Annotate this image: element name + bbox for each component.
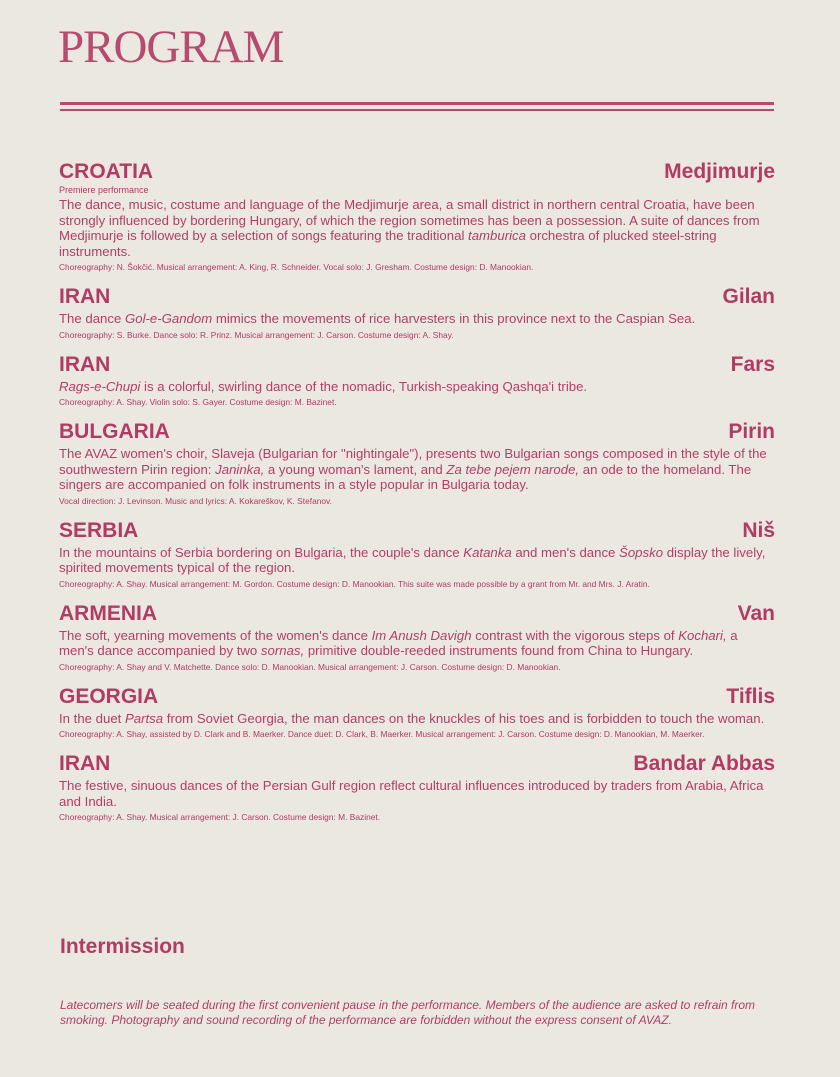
program-section xyxy=(59,353,775,408)
italic-title: Šopsko xyxy=(619,544,664,560)
section-country: GEORGIA xyxy=(59,684,159,708)
section-region: Niš xyxy=(742,518,775,542)
italic-title: Rags-e-Chupi xyxy=(59,378,141,394)
section-region: Pirin xyxy=(728,420,775,443)
program-section xyxy=(59,685,775,740)
section-country: IRAN xyxy=(59,752,111,775)
section-description xyxy=(59,311,775,327)
section-credits: Choreography: A. Shay. Musical arrangement: M. Gordon. Costume design: D. Manookian. This suite was made possible by a grant from Mr. and Mrs. J. Aratin. xyxy=(59,578,650,589)
program-section xyxy=(59,519,775,589)
footer-note: Latecomers will be seated during the first convenient pause in the performance. Members of the audience are asked to refrain from smoking. Photography and sound recording of the performance are forbidden without the express consent of AVAZ. xyxy=(60,998,756,1027)
description-text: In the duet xyxy=(59,710,125,726)
section-credits: Choreography: A. Shay and V. Matchette. Dance solo: D. Manookian. Musical arrangement: J. Carson. Costume design: D. Manookian. xyxy=(59,661,561,672)
description-text: is a colorful, swirling dance of the nomadic, Turkish-speaking Qashqa'i tribe. xyxy=(140,378,588,394)
section-region: Fars xyxy=(730,352,775,376)
description-text: primitive double-reeded instruments found from China to Hungary. xyxy=(304,643,694,658)
program-section xyxy=(59,752,775,822)
description-text: The festive, sinuous dances of the Persian Gulf region reflect cultural influences introduced by traders from Arabia, Africa and India. xyxy=(59,778,764,809)
section-country: CROATIA xyxy=(59,160,154,183)
section-header xyxy=(59,420,775,444)
section-description xyxy=(59,446,775,493)
program-list xyxy=(59,160,775,835)
section-country: ARMENIA xyxy=(59,601,157,625)
italic-title: Gol-e-Gandom xyxy=(124,311,213,326)
section-credits: Vocal direction: J. Levinson. Music and lyrics: A. Kokareškov, K. Stefanov. xyxy=(59,495,332,506)
description-text: from Soviet Georgia, the man dances on the knuckles of his toes and is forbidden to touch the woman. xyxy=(163,710,765,726)
section-header xyxy=(59,685,775,709)
section-credits: Choreography: N. Šokčić. Musical arrangement: A. King, R. Schneider. Vocal solo: J. Gresham. Costume design: D. Manookian. xyxy=(59,262,534,272)
page-title: PROGRAM xyxy=(58,21,284,73)
section-header xyxy=(59,752,775,776)
description-text: mimics the movements of rice harvesters in this province next to the Caspian Sea. xyxy=(212,311,696,326)
section-region: Gilan xyxy=(722,285,775,308)
section-country: BULGARIA xyxy=(59,420,170,443)
section-credits: Choreography: A. Shay. Violin solo: S. Gayer. Costume design: M. Bazinet. xyxy=(59,397,337,407)
italic-title: Partsa xyxy=(125,710,164,726)
italic-title: tamburica xyxy=(468,228,526,243)
section-credits: Choreography: A. Shay, assisted by D. Clark and B. Maerker. Dance duet: D. Clark, B. Maerker. Musical arrangement: J. Carson. Costume design: D. Manookian, M. Maerker. xyxy=(59,729,705,739)
description-text: a young woman's lament, and xyxy=(264,461,447,477)
section-description xyxy=(59,711,775,727)
intermission-heading: Intermission xyxy=(60,935,185,958)
section-country: SERBIA xyxy=(59,518,139,542)
section-description xyxy=(59,628,775,659)
section-description xyxy=(59,379,775,395)
section-header xyxy=(59,602,775,626)
section-header xyxy=(59,160,775,184)
title-rule-bottom xyxy=(60,109,774,111)
italic-title: Katanka xyxy=(463,544,512,560)
italic-title: Im Anush Davigh xyxy=(371,627,472,643)
italic-title: sornas, xyxy=(260,643,305,658)
description-text: a men's dance accompanied by two xyxy=(59,627,738,658)
section-header xyxy=(59,353,775,377)
program-section xyxy=(59,420,775,506)
italic-title: Kochari, xyxy=(678,627,727,643)
section-description xyxy=(59,778,775,809)
section-country: IRAN xyxy=(59,352,111,376)
description-text: an ode to the homeland. The singers are accompanied on folk instruments in a style popular in Bulgaria today. xyxy=(59,461,752,492)
section-description xyxy=(59,197,775,259)
section-region: Van xyxy=(737,601,775,625)
section-credits: Choreography: S. Burke. Dance solo: R. Prinz. Musical arrangement: J. Carson. Costume design: A. Shay. xyxy=(59,329,454,340)
section-description xyxy=(59,545,775,576)
title-rule-top xyxy=(60,102,774,105)
section-country: IRAN xyxy=(59,285,111,308)
italic-title: Janinka, xyxy=(215,461,265,477)
program-section xyxy=(59,285,775,340)
section-credits: Choreography: A. Shay. Musical arrangement: J. Carson. Costume design: M. Bazinet. xyxy=(59,812,381,822)
description-text: The dance xyxy=(59,311,125,326)
section-header xyxy=(59,519,775,543)
description-text: display the lively, spirited movements typical of the region. xyxy=(59,544,766,575)
description-text: The soft, yearning movements of the women's dance xyxy=(59,627,372,643)
description-text: contrast with the vigorous steps of xyxy=(471,627,679,643)
program-section xyxy=(59,602,775,672)
description-text: and men's dance xyxy=(511,544,620,560)
section-region: Tiflis xyxy=(726,684,775,708)
description-text: The dance, music, costume and language of the Medjimurje area, a small district in northern central Croatia, have been strongly influenced by bordering Hungary, of which the region sometimes has been a possession. A suite of dances from Medjimurje is followed by a selection of songs featuring the traditional xyxy=(59,197,760,243)
description-text: In the mountains of Serbia bordering on Bulgaria, the couple's dance xyxy=(59,544,464,560)
description-text: orchestra of plucked steel-string instruments. xyxy=(59,228,717,259)
section-region: Medjimurje xyxy=(664,160,775,183)
description-text: The AVAZ women's choir, Slaveja (Bulgarian for "nightingale"), presents two Bulgarian songs composed in the style of the southwestern Pirin region: xyxy=(59,446,767,477)
program-section xyxy=(59,160,775,272)
italic-title: Za tebe pejem narode, xyxy=(446,461,580,477)
section-note: Premiere performance xyxy=(59,185,149,195)
section-region: Bandar Abbas xyxy=(633,752,775,775)
section-header xyxy=(59,285,775,309)
